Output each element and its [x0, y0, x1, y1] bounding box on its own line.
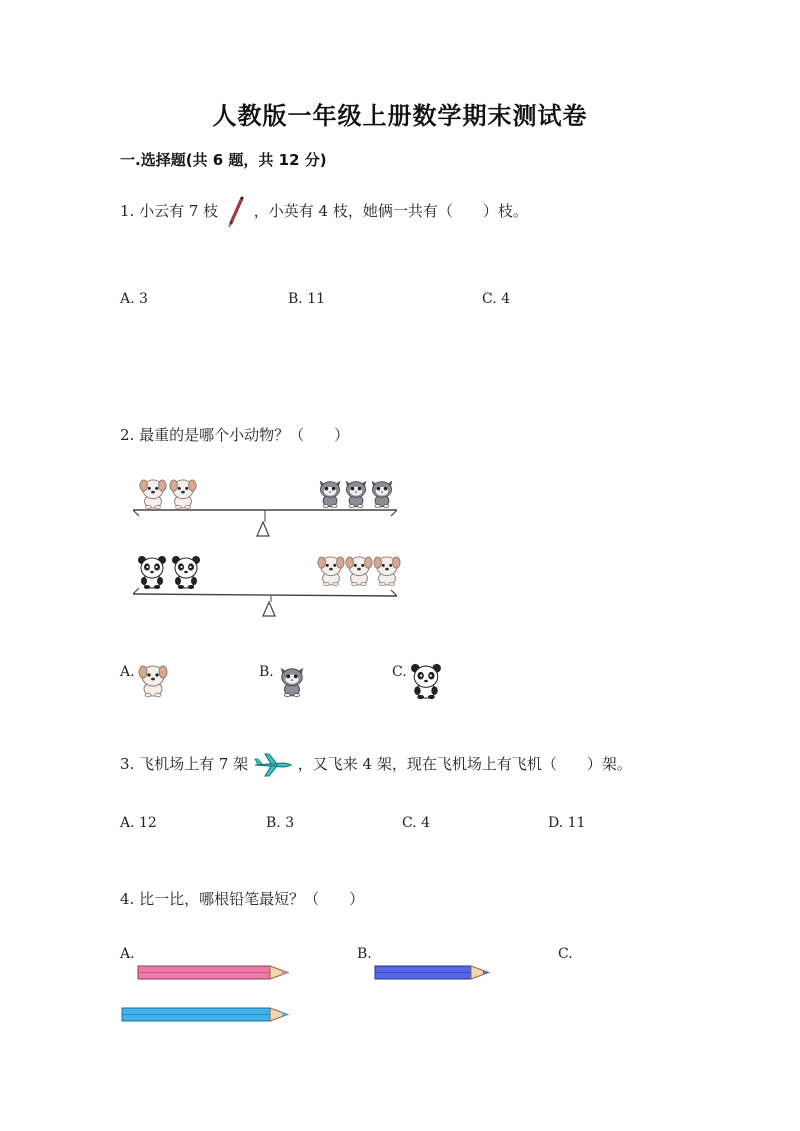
balance-scale-1	[133, 480, 397, 536]
question-3-prefix: 3. 飞机场上有 7 架	[120, 755, 249, 773]
q3-option-a[interactable]: A. 12	[120, 815, 157, 831]
balance-scales-figure	[125, 472, 415, 622]
panda-icon	[410, 662, 442, 700]
panda-icon	[138, 556, 166, 589]
dog-icon	[374, 557, 400, 586]
dog-icon	[170, 480, 196, 509]
airplane-icon	[253, 753, 293, 777]
q4-option-c[interactable]: C.	[558, 946, 573, 962]
q2-option-c-label: C.	[392, 664, 407, 680]
q1-option-a[interactable]: A. 3	[120, 291, 148, 307]
question-1	[120, 195, 528, 229]
question-3	[120, 753, 632, 777]
q2-option-a[interactable]	[120, 664, 135, 680]
page-title: 人教版一年级上册数学期末测试卷	[212, 102, 588, 130]
question-1-suffix: ，小英有 4 枝，她俩一共有（ ）枝。	[253, 202, 528, 220]
q4-option-b[interactable]: B.	[357, 946, 372, 962]
q2-option-a-label: A.	[120, 664, 135, 680]
q2-option-c[interactable]	[392, 664, 407, 680]
q2-option-b[interactable]	[259, 664, 274, 680]
q3-option-c[interactable]: C. 4	[402, 815, 431, 831]
dog-icon	[140, 480, 166, 509]
pencil-pink	[136, 962, 296, 984]
question-3-suffix: ，又飞来 4 架，现在飞机场上有飞机（ ）架。	[297, 755, 632, 773]
question-2: 2. 最重的是哪个小动物？（ ）	[120, 426, 350, 444]
cat-icon	[320, 482, 339, 508]
q1-option-c[interactable]: C. 4	[482, 291, 511, 307]
cat-icon	[278, 664, 306, 698]
cat-icon	[346, 482, 365, 508]
section-heading: 一.选择题(共 6 题，共 12 分)	[120, 151, 327, 169]
dog-icon	[318, 557, 344, 586]
q3-option-d[interactable]: D. 11	[548, 815, 586, 831]
cat-icon	[372, 482, 391, 508]
dog-icon	[138, 662, 168, 698]
pencil-cyan	[120, 1004, 296, 1026]
pencil-purple	[373, 962, 495, 984]
dog-icon	[346, 557, 372, 586]
q3-option-b[interactable]: B. 3	[266, 815, 295, 831]
question-4: 4. 比一比，哪根铅笔最短？（ ）	[120, 890, 365, 908]
panda-icon	[172, 556, 200, 589]
q4-option-a[interactable]: A.	[120, 946, 135, 962]
q1-option-b[interactable]: B. 11	[288, 291, 326, 307]
balance-scale-2	[133, 556, 400, 616]
q2-option-b-label: B.	[259, 664, 274, 680]
pen-icon	[223, 195, 249, 229]
question-1-prefix: 1. 小云有 7 枝	[120, 202, 219, 220]
